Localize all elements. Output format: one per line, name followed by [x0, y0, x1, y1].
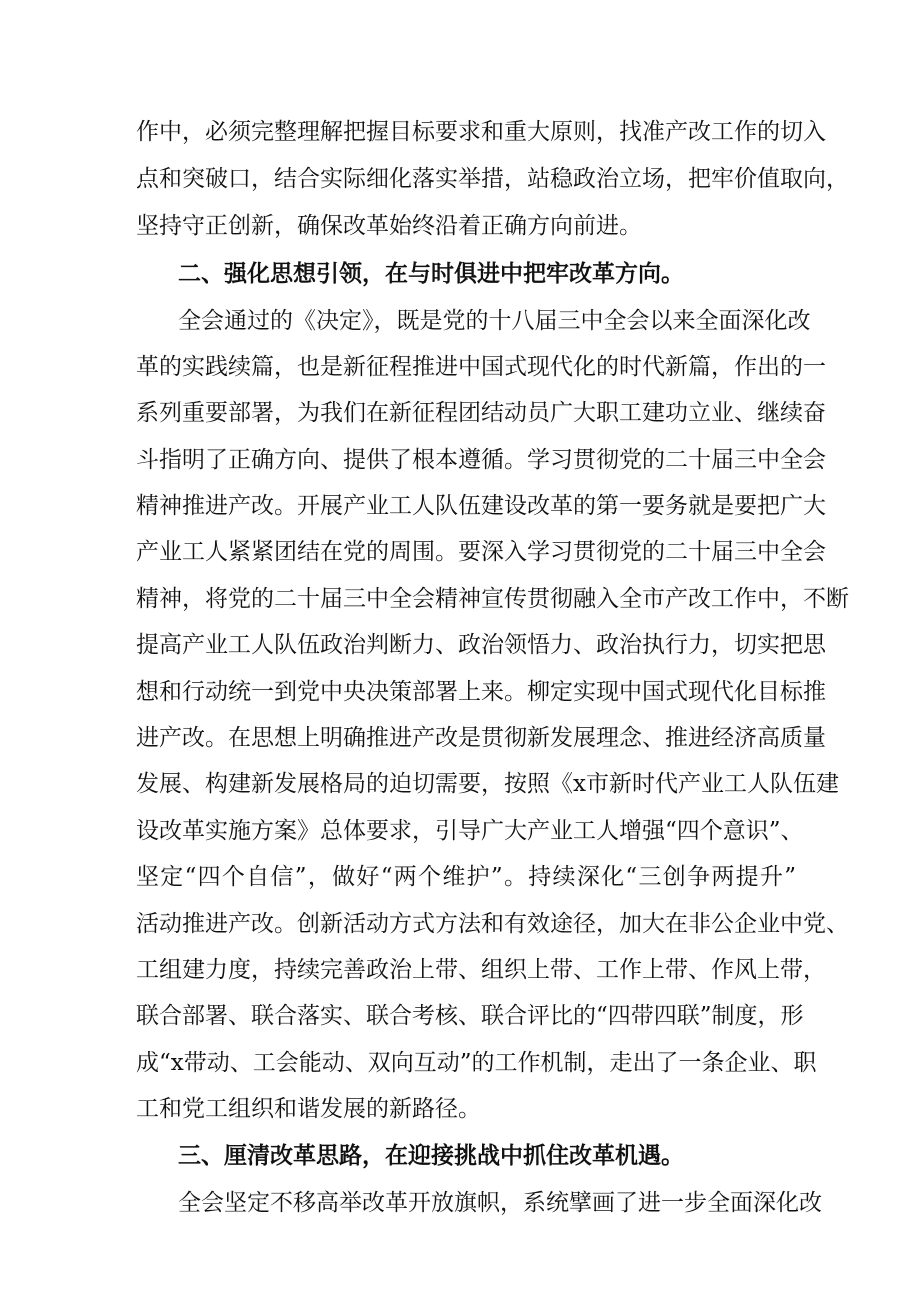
paragraph-line: 斗指明了正确方向、提供了根本遵循。学习贯彻党的二十届三中全会: [136, 447, 826, 473]
paragraph-line: 发展、构建新发展格局的迫切需要，按照《x市新时代产业工人队伍建: [136, 771, 839, 797]
section-heading-3: 三、厘清改革思路，在迎接挑战中抓住改革机遇。: [178, 1143, 684, 1169]
paragraph-line: 坚持守正创新，确保改革始终沿着正确方向前进。: [136, 213, 642, 239]
paragraph-line: 革的实践续篇，也是新征程推进中国式现代化的时代新篇，作出的一: [136, 354, 826, 380]
paragraph-line: 工和党工组织和谐发展的新路径。: [136, 1096, 481, 1122]
paragraph-line: 产业工人紧紧团结在党的周围。要深入学习贯彻党的二十届三中全会: [136, 539, 826, 565]
paragraph-line: 系列重要部署，为我们在新征程团结动员广大职工建功立业、继续奋: [136, 400, 826, 426]
paragraph-line: 精神，将党的二十届三中全会精神宣传贯彻融入全市产改工作中，不断: [136, 586, 849, 612]
paragraph-line: 点和突破口，结合实际细化落实举措，站稳政治立场，把牢价值取向，: [136, 166, 849, 192]
paragraph-line: 联合部署、联合落实、联合考核、联合评比的“四带四联”制度，形: [136, 1003, 804, 1029]
paragraph-line: 坚定“四个自信”，做好“两个维护”。持续深化“三创争两提升”: [136, 864, 796, 890]
section-heading-2: 二、强化思想引领，在与时俱进中把牢改革方向。: [178, 261, 684, 287]
paragraph-line: 成“x带动、工会能动、双向互动”的工作机制，走出了一条企业、职: [136, 1050, 817, 1076]
paragraph-line: 作中，必须完整理解把握目标要求和重大原则，找准产改工作的切入: [136, 119, 826, 145]
paragraph-line: 工组建力度，持续完善政治上带、组织上带、工作上带、作风上带，: [136, 957, 826, 983]
paragraph-line: 全会坚定不移高举改革开放旗帜，系统擘画了进一步全面深化改: [178, 1190, 822, 1216]
paragraph-line: 想和行动统一到党中央决策部署上来。柳定实现中国式现代化目标推: [136, 679, 826, 705]
paragraph-line: 活动推进产改。创新活动方式方法和有效途径，加大在非公企业中党、: [136, 911, 849, 937]
paragraph-line: 精神推进产改。开展产业工人队伍建设改革的第一要务就是要把广大: [136, 493, 826, 519]
paragraph-line: 设改革实施方案》总体要求，引导广大产业工人增强“四个意识”、: [136, 818, 804, 844]
paragraph-line: 进产改。在思想上明确推进产改是贯彻新发展理念、推进经济高质量: [136, 725, 826, 751]
paragraph-line: 提高产业工人队伍政治判断力、政治领悟力、政治执行力，切实把思: [136, 632, 826, 658]
paragraph-line: 全会通过的《决定》，既是党的十八届三中全会以来全面深化改: [178, 308, 811, 334]
